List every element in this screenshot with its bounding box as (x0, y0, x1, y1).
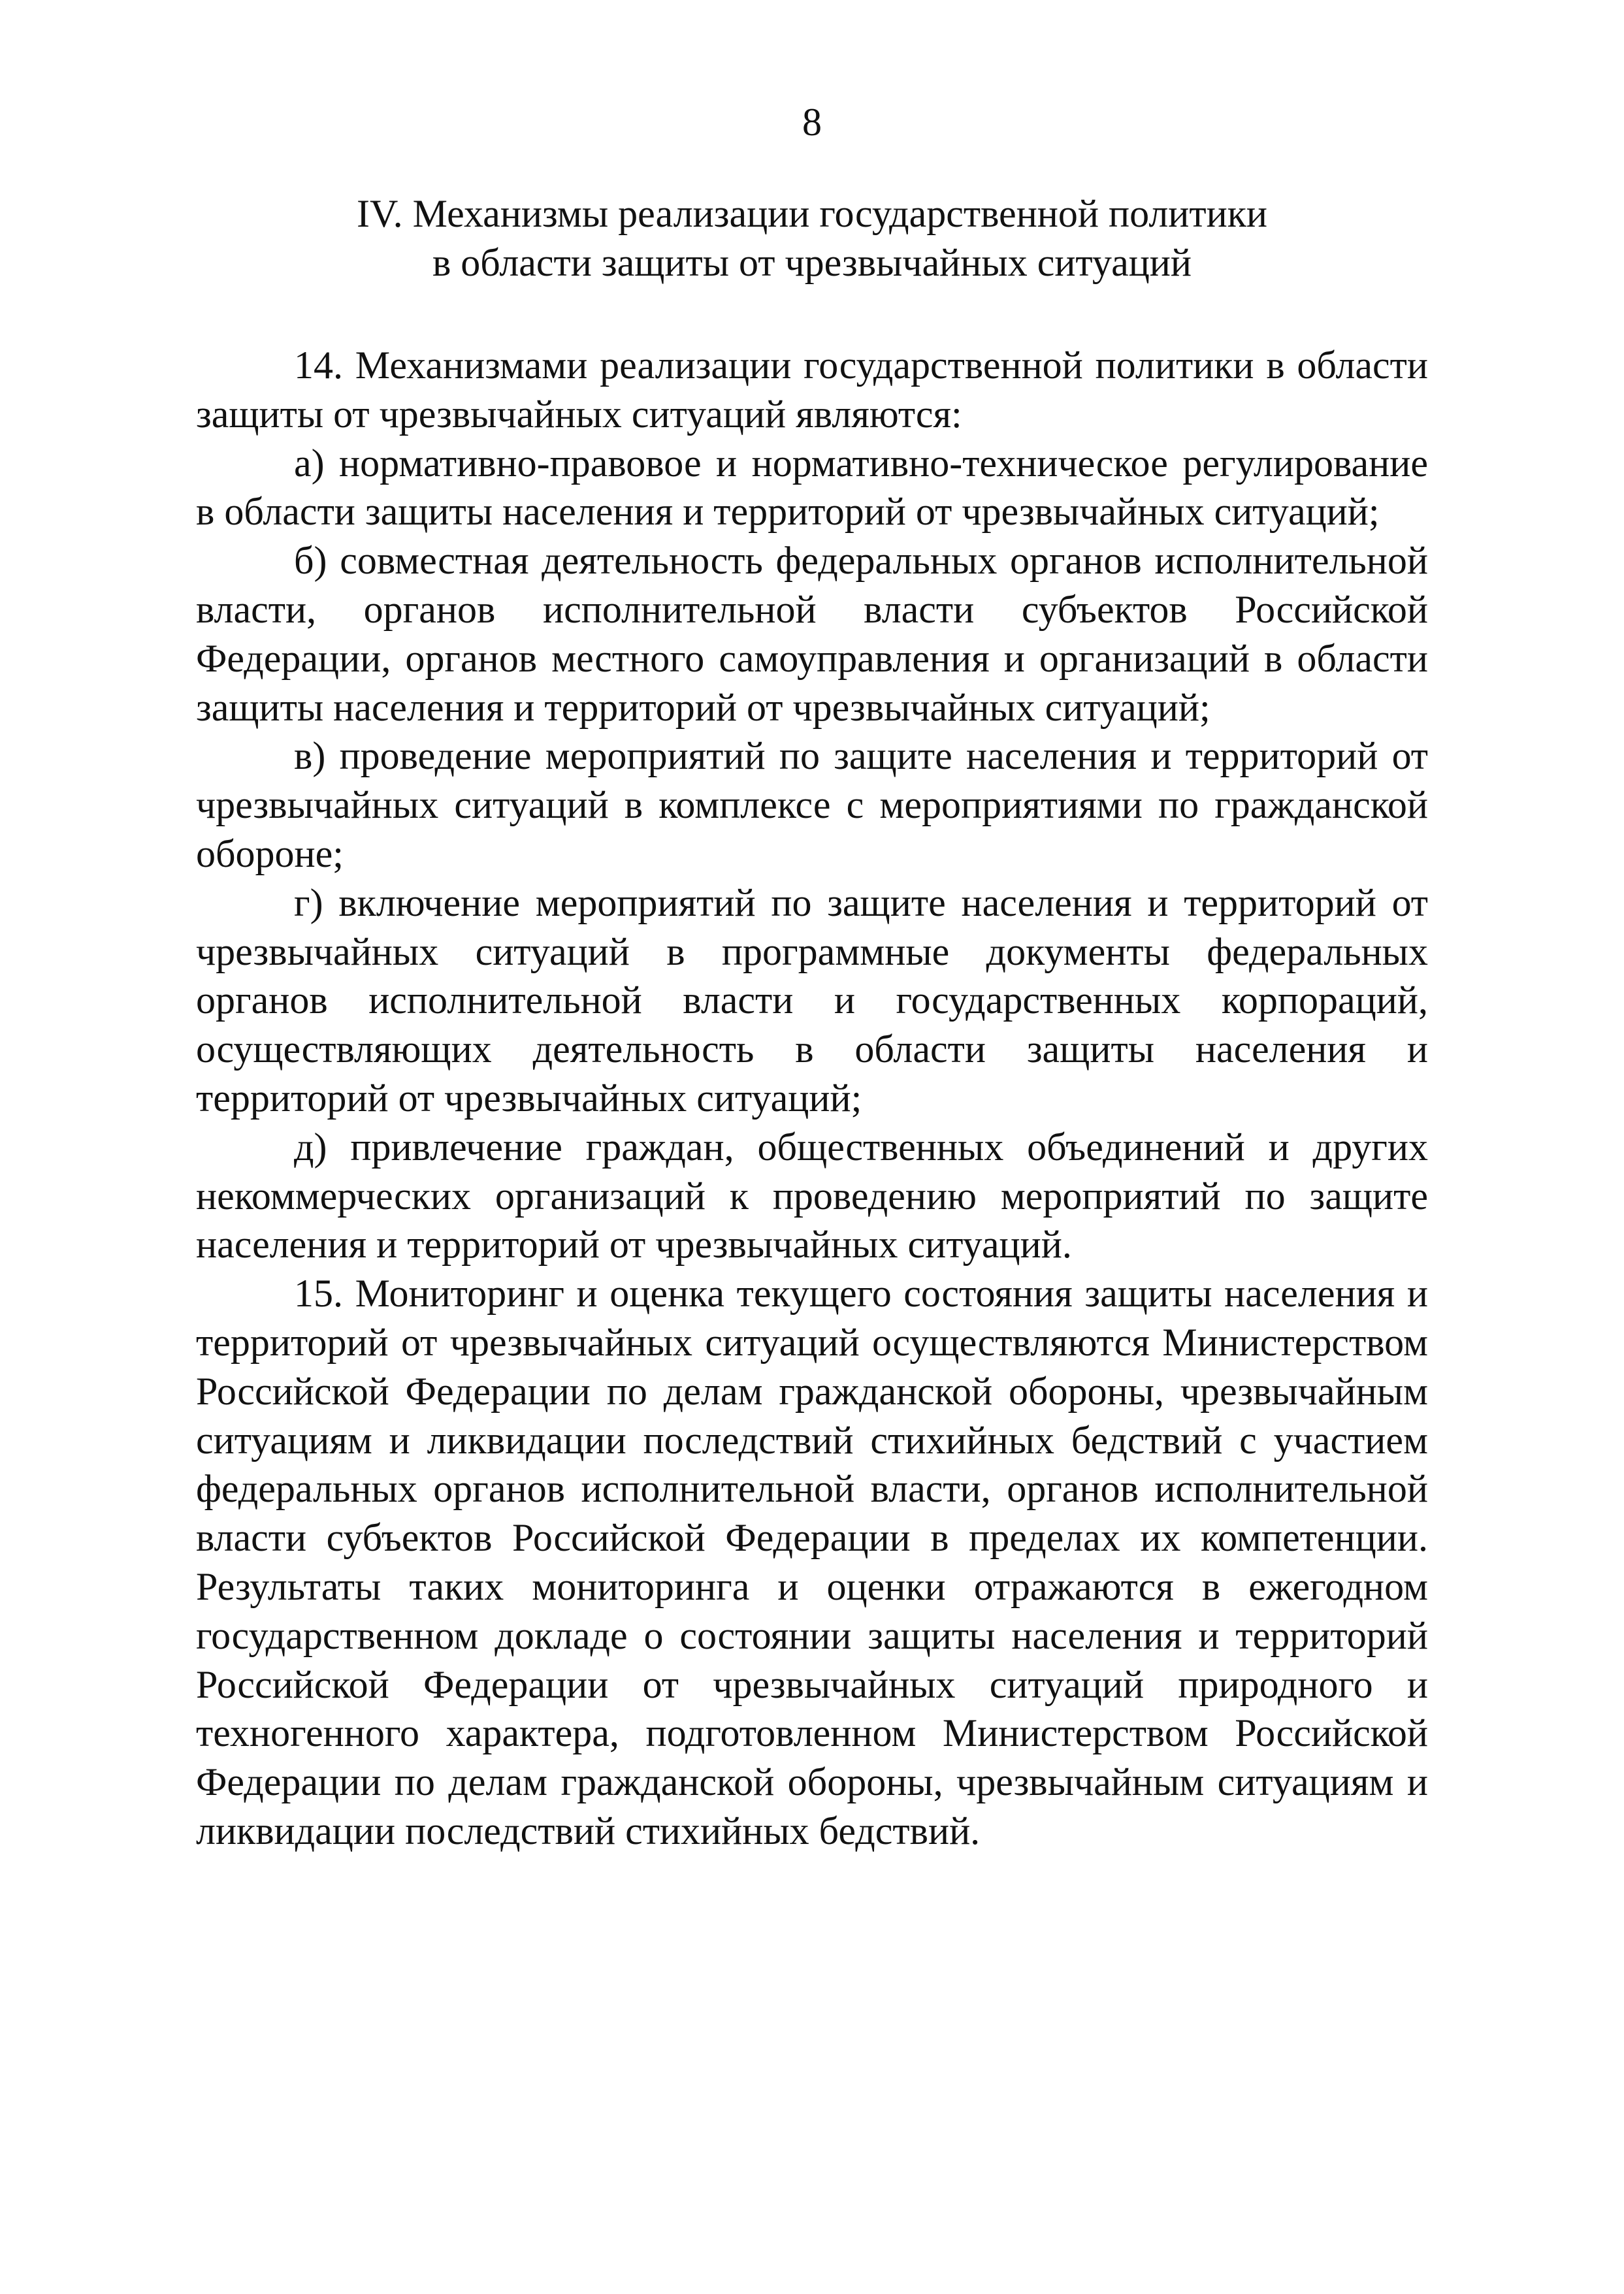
list-item-g: г) включение мероприятий по защите населения и территорий от чрезвычайных ситуаций в программные документы федеральных органов исполнительной власти и государственных корпораций, осуществляющих деятельность в области защиты населения и территорий от чрезвычайных ситуаций; (196, 880, 1428, 1120)
list-item-a: а) нормативно-правовое и нормативно-техническое регулирование в области защиты населения и территорий от чрезвычайных ситуаций; (196, 441, 1428, 534)
list-item-b: б) совместная деятельность федеральных органов исполнительной власти, органов исполнительной власти субъектов Российской Федерации, органов местного самоуправления и организаций в области защиты населения и территорий от чрезвычайных ситуаций; (196, 539, 1428, 729)
paragraph-14-intro: 14. Механизмами реализации государственной политики в области защиты от чрезвычайных ситуаций являются: (196, 344, 1428, 436)
list-item-v: в) проведение мероприятий по защите населения и территорий от чрезвычайных ситуаций в комплексе с мероприятиями по гражданской обороне; (196, 734, 1428, 875)
section-title-line-1: IV. Механизмы реализации государственной политики (357, 192, 1267, 235)
document-body (196, 341, 1428, 1856)
page-number: 8 (802, 101, 822, 144)
list-item-d: д) привлечение граждан, общественных объединений и других некоммерческих организаций к проведению мероприятий по защите населения и территорий от чрезвычайных ситуаций. (196, 1125, 1428, 1267)
section-title (196, 189, 1428, 287)
section-title-line-2: в области защиты от чрезвычайных ситуаций (432, 241, 1192, 284)
paragraph-15: 15. Мониторинг и оценка текущего состояния защиты населения и территорий от чрезвычайных ситуаций осуществляются Министерством Российской Федерации по делам гражданской обороны, чрезвычайным ситуациям и ликвидации последствий стихийных бедствий с участием федеральных органов исполнительной власти, органов исполнительной власти субъектов Российской Федерации в пределах их компетенции. Результаты таких мониторинга и оценки отражаются в ежегодном государственном докладе о состоянии защиты населения и территорий Российской Федерации от чрезвычайных ситуаций природного и техногенного характера, подготовленном Министерством Российской Федерации по делам гражданской обороны, чрезвычайным ситуациям и ликвидации последствий стихийных бедствий. (196, 1272, 1428, 1852)
